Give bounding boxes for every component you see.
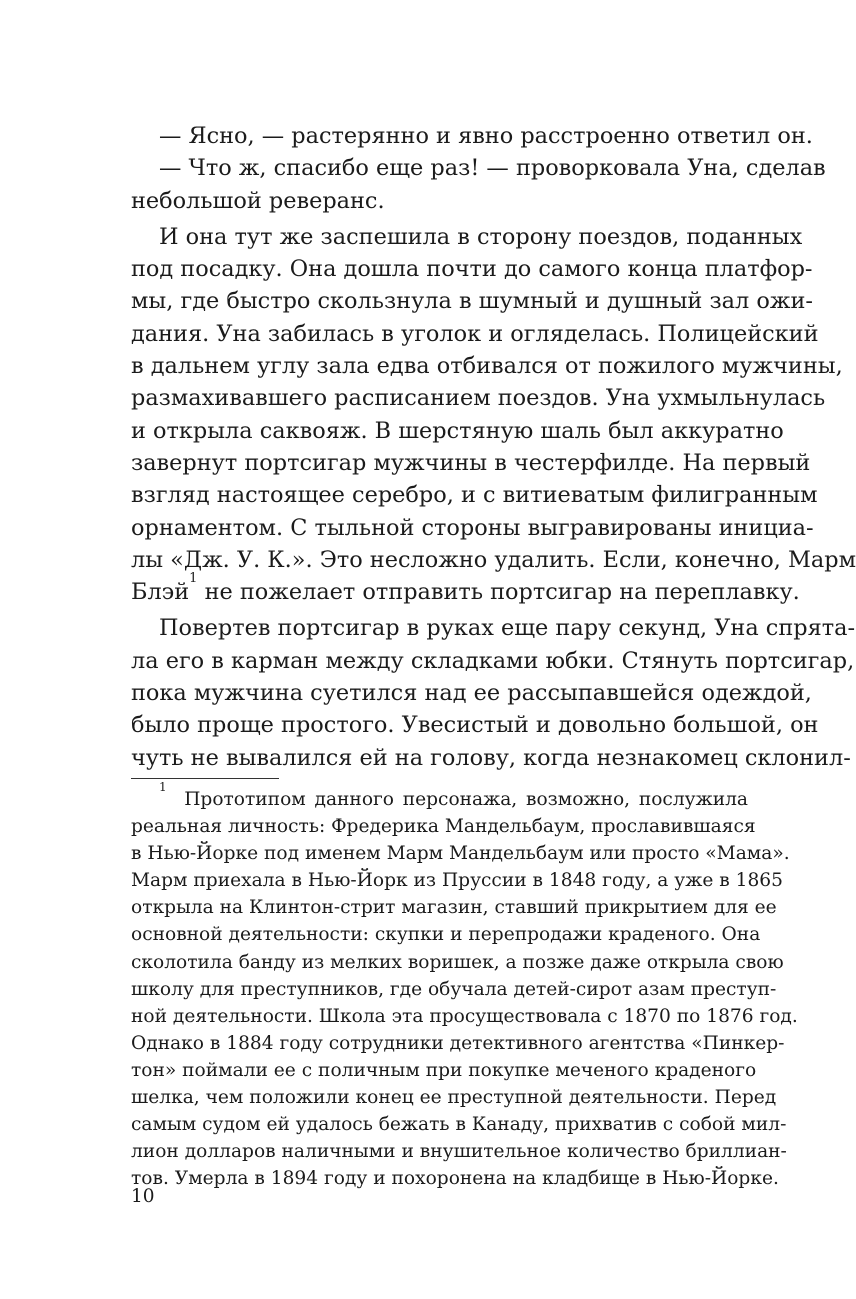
- footnote-line: самым судом ей удалось бежать в Канаду, прихватив с собой мил-: [131, 1114, 787, 1136]
- main-text: [131, 120, 856, 774]
- footnote-line: основной деятельности: скупки и перепродажи краденого. Она: [131, 924, 761, 946]
- text-line: было проще простого. Увесистый и довольно большой, он: [131, 712, 819, 739]
- footnote-line: тов. Умерла в 1894 году и похоронена на кладбище в Нью-Йорке.: [131, 1168, 779, 1190]
- footnote-line: Марм приехала в Нью-Йорк из Пруссии в 1848 году, а уже в 1865: [131, 870, 783, 892]
- text-line: [131, 570, 800, 608]
- footnote-line: ной деятельности. Школа эта просуществовала с 1870 по 1876 год.: [131, 1005, 798, 1027]
- text-line: — Ясно, — растерянно и явно расстроенно ответил он.: [159, 123, 813, 149]
- text-fragment: не пожелает отправить портсигар на переплавку.: [204, 579, 800, 606]
- text-line: завернут портсигар мужчины в честерфилде. На первый: [131, 449, 811, 476]
- text-line: под посадку. Она дошла почти до самого конца платфор-: [131, 256, 813, 283]
- footnote: [131, 779, 798, 1192]
- text-line: лы «Дж. У. К.». Это несложно удалить. Если, конечно, Марм: [131, 546, 856, 573]
- text-line: взгляд настоящее серебро, и с витиеватым филигранным: [131, 482, 818, 509]
- text-line: и открыла саквояж. В шерстяную шаль был аккуратно: [131, 417, 784, 444]
- footnote-reference[interactable]: 1: [189, 570, 198, 586]
- footnote-line: Однако в 1884 году сотрудники детективного агентства «Пинкер-: [131, 1032, 785, 1054]
- text-line: мы, где быстро скользнула в шумный и душный зал ожи-: [131, 288, 813, 315]
- text-fragment: Блэй: [131, 579, 190, 606]
- footnote-line: тон» поймали ее с поличным при покупке меченого краденого: [131, 1059, 757, 1081]
- footnote-line: в Нью-Йорке под именем Марм Мандельбаум или просто «Мама».: [131, 843, 790, 865]
- footnote-line: открыла на Клинтон-стрит магазин, ставший прикрытием для ее: [131, 897, 777, 919]
- text-line: чуть не вывалился ей на голову, когда незнакомец склонил-: [131, 744, 851, 771]
- text-fragment: Прототипом данного персонажа, возможно, послужила: [184, 789, 748, 810]
- footnote-line: [131, 779, 748, 813]
- text-line: дания. Уна забилась в уголок и огляделась. Полицейский: [131, 320, 819, 347]
- text-line: размахивавшего расписанием поездов. Уна ухмыльнулась: [131, 385, 826, 412]
- footnote-marker: 1: [159, 779, 167, 794]
- footnote-line: лион долларов наличными и внушительное количество бриллиан-: [131, 1141, 787, 1163]
- text-line: пока мужчина суетился над ее рассыпавшейся одеждой,: [131, 680, 812, 707]
- text-line: ла его в карман между складками юбки. Стянуть портсигар,: [131, 647, 855, 674]
- footnote-divider: [131, 778, 279, 779]
- text-line: орнаментом. С тыльной стороны выгравированы инициа-: [131, 514, 814, 541]
- footnote-line: сколотила банду из мелких воришек, а позже даже открыла свою: [131, 951, 784, 973]
- footnote-line: реальная личность: Фредерика Мандельбаум, прославившаяся: [131, 816, 756, 838]
- text-line: Повертев портсигар в руках еще пару секунд, Уна спрята-: [159, 615, 856, 642]
- page-number: 10: [131, 1186, 155, 1207]
- footnote-line: шелка, чем положили конец ее преступной деятельности. Перед: [131, 1087, 777, 1109]
- text-line: И она тут же заспешила в сторону поездов, поданных: [159, 223, 803, 250]
- text-line: — Что ж, спасибо еще раз! — проворковала Уна, сделав: [159, 155, 826, 182]
- text-line: небольшой реверанс.: [131, 187, 385, 214]
- text-line: в дальнем углу зала едва отбивался от пожилого мужчины,: [131, 353, 843, 380]
- footnote-line: школу для преступников, где обучала детей-сирот азам преступ-: [131, 978, 777, 1000]
